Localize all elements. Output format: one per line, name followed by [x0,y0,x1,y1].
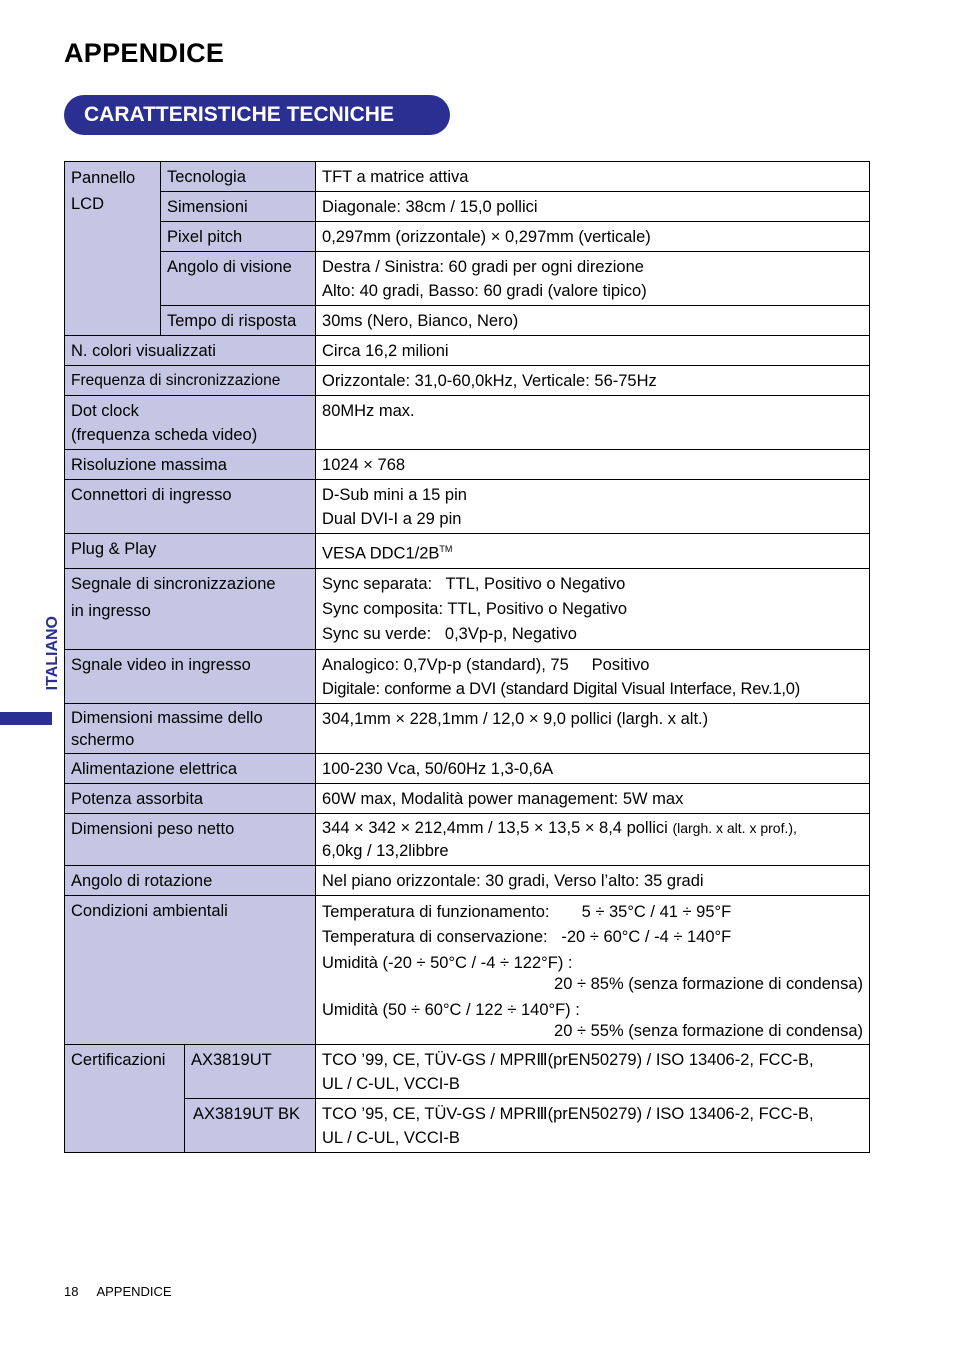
spec-label: Plug & Play [65,534,316,569]
spec-value: 30ms (Nero, Bianco, Nero) [316,306,870,336]
spec-value: 80MHz max. [316,396,870,450]
spec-label: Certificazioni [65,1044,185,1152]
page-title: APPENDICE [64,38,225,68]
spec-label: Dimensioni peso netto [65,813,316,865]
spec-value: 100-230 Vca, 50/60Hz 1,3-0,6A [316,753,870,783]
table-row [65,1044,870,1098]
language-tab-label: ITALIANO [44,616,61,691]
page-number: 18 [64,1284,79,1299]
spec-value: D-Sub mini a 15 pin Dual DVI-I a 29 pin [316,480,870,534]
spec-value [316,252,870,306]
spec-value: 344 × 342 × 212,4mm / 13,5 × 13,5 × 8,4 pollici (largh. x alt. x prof.), 6,0kg / 13,2libbre [316,813,870,865]
table-row [65,480,870,534]
spec-label: Tempo di risposta [161,306,316,336]
table-row [65,306,870,336]
language-tab-marker [0,712,52,725]
spec-label: Dimensioni massime dello schermo [65,703,316,753]
spec-value: Diagonale: 38cm / 15,0 pollici [316,192,870,222]
table-row [65,813,870,865]
spec-label: Dot clock (frequenza scheda video) [65,396,316,450]
spec-label: Sgnale video in ingresso [65,649,316,703]
spec-value: 1024 × 768 [316,450,870,480]
table-row [65,703,870,753]
table-row [65,192,870,222]
table-row [65,649,870,703]
spec-value: TCO ’99, CE, TÜV-GS / MPRⅢ(prEN50279) / ISO 13406-2, FCC-B, UL / C-UL, VCCI-B [316,1044,870,1098]
table-row [65,895,870,1044]
spec-label: Risoluzione massima [65,450,316,480]
section-heading: CARATTERISTICHE TECNICHE [64,95,450,135]
spec-label: N. colori visualizzati [65,336,316,366]
model-label: AX3819UT BK [185,1098,316,1152]
spec-value: VESA DDC1/2B™ [316,534,870,569]
spec-value: Analogico: 0,7Vp-p (standard), 75 Positivo Digitale: conforme a DVI (standard Digital Visual Interface, Rev.1,0) [316,649,870,703]
model-label: AX3819UT [185,1044,316,1098]
spec-label: Frequenza di sincronizzazione [65,366,316,396]
footer-section: APPENDICE [96,1284,172,1299]
table-row [65,162,870,192]
page-footer [64,1284,190,1299]
table-row [65,783,870,813]
table-row [65,753,870,783]
spec-value: Sync separata: TTL, Positivo o Negativo Sync composita: TTL, Positivo o Negativo Sync su verde: 0,3Vp-p, Negativo [316,568,870,649]
table-row [65,450,870,480]
spec-label: Potenza assorbita [65,783,316,813]
spec-label: Segnale di sincronizzazione in ingresso [65,568,316,649]
lcd-panel-label: Pannello LCD [65,162,161,336]
spec-value-line: Destra / Sinistra: 60 gradi per ogni direzione [322,258,644,276]
spec-value: Temperatura di funzionamento: 5 ÷ 35°C / 41 ÷ 95°F Temperatura di conservazione: -20 ÷ 60°C / -4 ÷ 140°F Umidità (-20 ÷ 50°C / -4 ÷ 122°F) : 20 ÷ 85% (senza formazione di condensa) Umidità (50 ÷ 60°C / 122 ÷ 140°F) : 20 ÷ 55% (senza formazione di condensa) [316,895,870,1044]
spec-label: Tecnologia [161,162,316,192]
table-row [65,1098,870,1152]
specifications-table [64,161,870,1153]
spec-value-line: Alto: 40 gradi, Basso: 60 gradi (valore tipico) [322,282,647,300]
spec-value: Orizzontale: 31,0-60,0kHz, Verticale: 56-75Hz [316,366,870,396]
spec-label: Angolo di rotazione [65,865,316,895]
spec-label: Pixel pitch [161,222,316,252]
table-row [65,336,870,366]
table-row [65,252,870,306]
spec-value: TFT a matrice attiva [316,162,870,192]
table-row [65,222,870,252]
spec-value: 304,1mm × 228,1mm / 12,0 × 9,0 pollici (largh. x alt.) [316,703,870,753]
table-row [65,396,870,450]
trademark-mark: TM [439,544,453,554]
table-row [65,366,870,396]
spec-value: TCO ’95, CE, TÜV-GS / MPRⅢ(prEN50279) / ISO 13406-2, FCC-B, UL / C-UL, VCCI-B [316,1098,870,1152]
spec-value: Circa 16,2 milioni [316,336,870,366]
table-row [65,534,870,569]
table-row [65,568,870,649]
spec-label: Simensioni [161,192,316,222]
spec-value: 0,297mm (orizzontale) × 0,297mm (verticale) [316,222,870,252]
spec-label: Angolo di visione [161,252,316,306]
spec-label: Alimentazione elettrica [65,753,316,783]
spec-value: Nel piano orizzontale: 30 gradi, Verso l’alto: 35 gradi [316,865,870,895]
spec-value: 60W max, Modalità power management: 5W max [316,783,870,813]
spec-label: Condizioni ambientali [65,895,316,1044]
table-row [65,865,870,895]
spec-label: Connettori di ingresso [65,480,316,534]
